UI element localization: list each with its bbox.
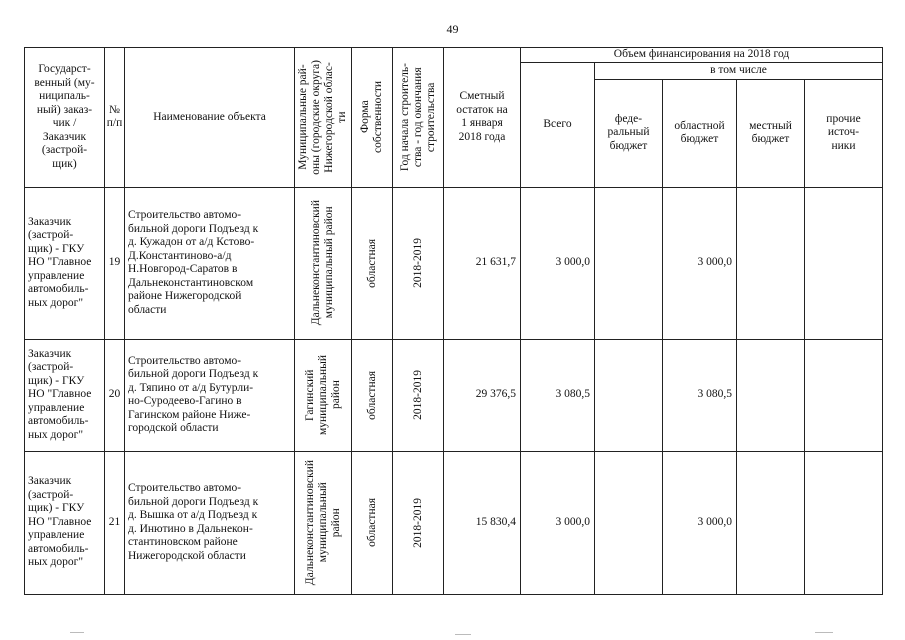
row-estimated-balance: 15 830,4: [444, 451, 521, 594]
row-customer: Заказчик (застрой- щик) - ГКУ НО "Главное управление автомобиль- ных дорог": [25, 339, 105, 451]
row-local: [737, 451, 805, 594]
scan-mark: [815, 632, 833, 633]
header-including: в том числе: [595, 62, 883, 79]
row-municipality: Дальнеконстантиновский муниципальный район: [310, 200, 335, 326]
page-number: 49: [446, 22, 459, 36]
header-object-name: Наименование объекта: [125, 48, 295, 188]
header-total: Всего: [521, 62, 595, 187]
row-federal: [595, 339, 663, 451]
header-regional: областной бюджет: [663, 79, 737, 187]
row-object-name: Строительство автомо- бильной дороги Подъезд к д. Кужадон от а/д Кстово- Д.Константиново-а/д Н.Новгород-Саратов в Дальнеконстантиновском районе Нижегородской области: [125, 187, 295, 339]
row-years-cell: [393, 339, 444, 451]
header-years-cell: [393, 48, 444, 188]
row-ownership-cell: [352, 451, 393, 594]
row-ownership: областная: [365, 498, 378, 547]
row-federal: [595, 187, 663, 339]
table-row: [25, 451, 883, 594]
row-object-name: Строительство автомо- бильной дороги Подъезд к д. Вышка от а/д Подъезд к д. Инютино в Дальнекон- стантиновском районе Нижегородской области: [125, 451, 295, 594]
row-regional: 3 000,0: [663, 187, 737, 339]
row-years-cell: [393, 451, 444, 594]
table-row: [25, 187, 883, 339]
header-federal: феде- ральный бюджет: [595, 79, 663, 187]
row-federal: [595, 451, 663, 594]
header-ownership: Форма собственности: [359, 81, 384, 154]
row-years: 2018-2019: [411, 370, 424, 420]
row-municipality: Гагинский муниципальный район: [303, 354, 342, 436]
header-row-1: [25, 48, 883, 63]
row-years: 2018-2019: [411, 238, 424, 288]
row-num: 19: [105, 187, 125, 339]
header-local: местный бюджет: [737, 79, 805, 187]
financing-table: [24, 47, 883, 595]
header-funding-volume: Объем финансирования на 2018 год: [521, 48, 883, 63]
row-num: 21: [105, 451, 125, 594]
row-ownership: областная: [365, 238, 378, 288]
row-regional: 3 000,0: [663, 451, 737, 594]
header-years: Год начала строитель- ства - год окончания строительства: [398, 63, 437, 172]
row-total: 3 080,5: [521, 339, 595, 451]
scan-mark: [455, 634, 471, 635]
header-other: прочие источ- ники: [805, 79, 883, 187]
header-ownership-cell: [352, 48, 393, 188]
row-municipality-cell: [295, 187, 352, 339]
row-ownership-cell: [352, 339, 393, 451]
row-customer: Заказчик (застрой- щик) - ГКУ НО "Главное управление автомобиль- ных дорог": [25, 187, 105, 339]
row-total: 3 000,0: [521, 451, 595, 594]
row-total: 3 000,0: [521, 187, 595, 339]
row-num: 20: [105, 339, 125, 451]
row-municipality-cell: [295, 451, 352, 594]
row-municipality: Дальнеконстантиновский муниципальный район: [303, 459, 342, 586]
row-years-cell: [393, 187, 444, 339]
row-years: 2018-2019: [411, 497, 424, 548]
row-local: [737, 339, 805, 451]
header-municipality-cell: [295, 48, 352, 188]
row-other: [805, 451, 883, 594]
row-local: [737, 187, 805, 339]
row-ownership-cell: [352, 187, 393, 339]
row-regional: 3 080,5: [663, 339, 737, 451]
scan-mark: [70, 632, 84, 633]
row-estimated-balance: 29 376,5: [444, 339, 521, 451]
row-ownership: областная: [365, 370, 378, 420]
table-row: [25, 339, 883, 451]
header-num: № п/п: [105, 48, 125, 188]
row-other: [805, 339, 883, 451]
row-object-name: Строительство автомо- бильной дороги Подъезд к д. Тяпино от а/д Бутурли- но-Суродеево-Гагино в Гагинском районе Ниже- городской области: [125, 339, 295, 451]
header-customer: Государст- венный (му- ниципаль- ный) заказ- чик / Заказчик (застрой- щик): [25, 48, 105, 188]
row-customer: Заказчик (застрой- щик) - ГКУ НО "Главное управление автомобиль- ных дорог": [25, 451, 105, 594]
header-estimated-balance: Сметный остаток на 1 января 2018 года: [444, 48, 521, 188]
header-municipality: Муниципальные рай- оны (городские округа) Нижегородской облас- ти: [297, 59, 348, 175]
row-other: [805, 187, 883, 339]
row-municipality-cell: [295, 339, 352, 451]
row-estimated-balance: 21 631,7: [444, 187, 521, 339]
